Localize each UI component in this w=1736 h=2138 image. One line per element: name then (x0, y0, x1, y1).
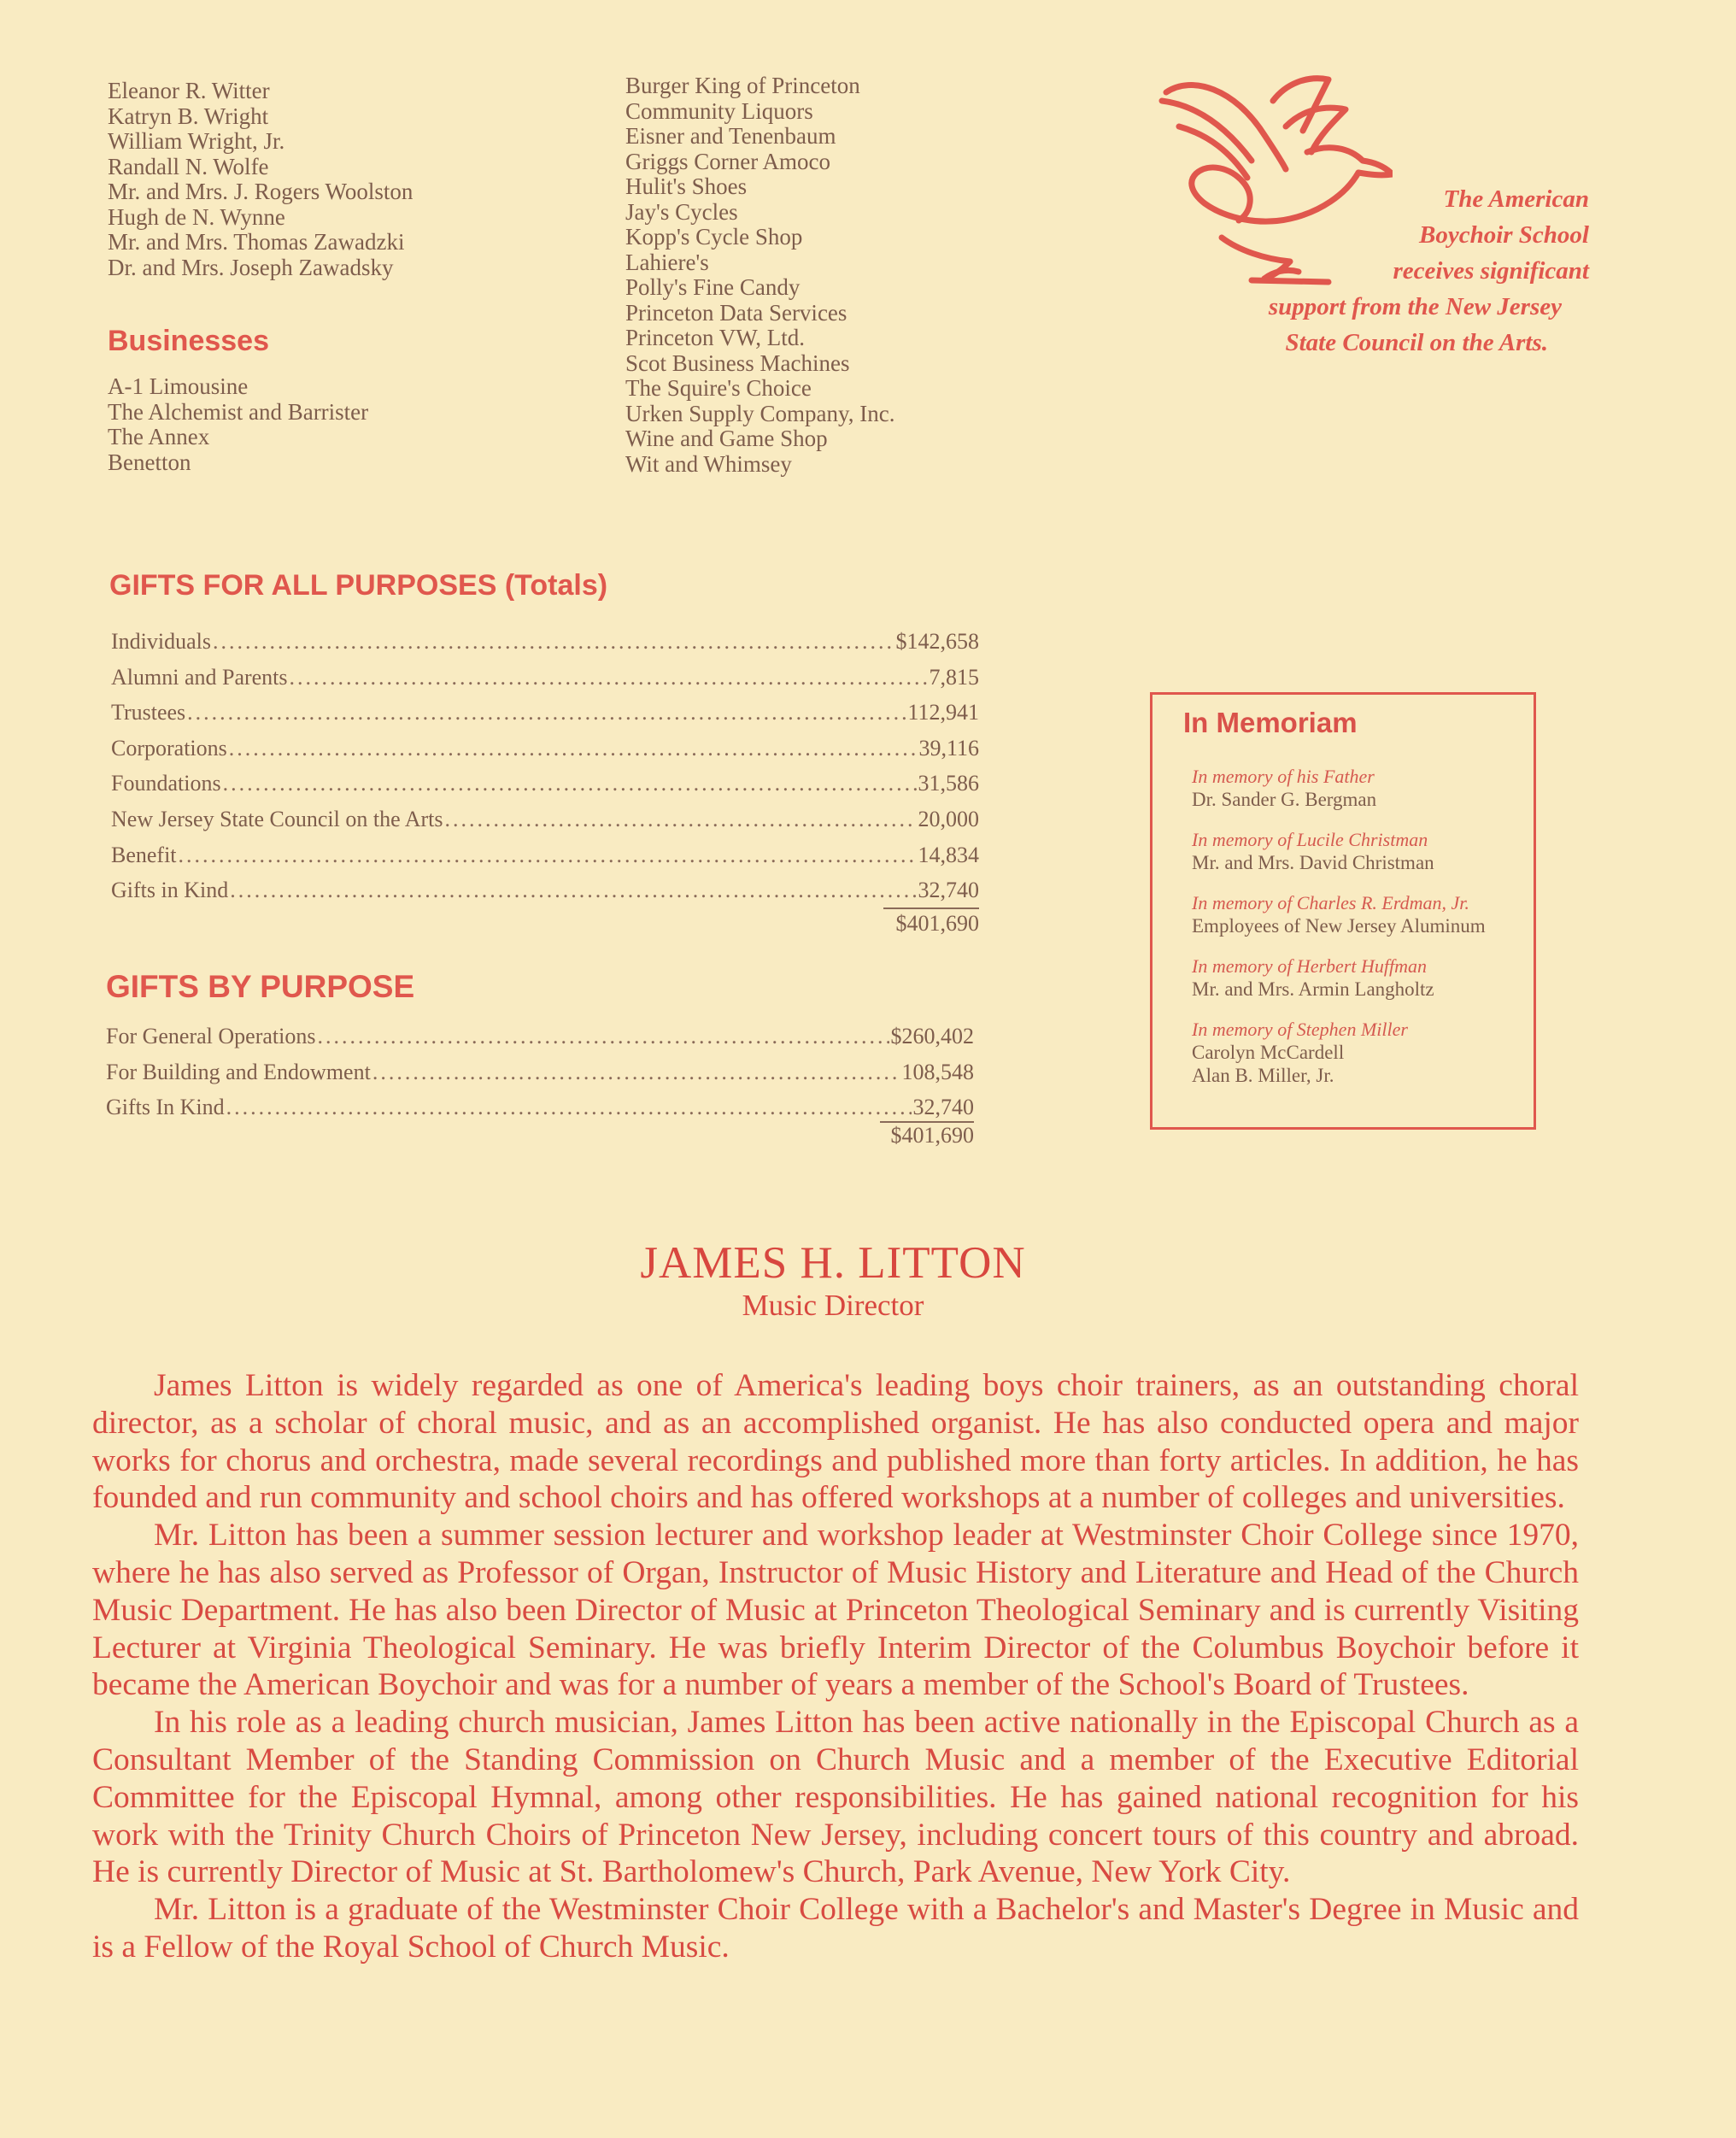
bio-role: Music Director (742, 1289, 924, 1322)
memoriam-donor: Mr. and Mrs. David Christman (1192, 852, 1434, 873)
list-item: Wine and Game Shop (625, 426, 828, 451)
list-item: William Wright, Jr. (108, 128, 285, 154)
memoriam-dedication: In memory of his Father (1192, 766, 1375, 787)
row-value: $260,402 (890, 1024, 974, 1048)
row-value: 108,548 (901, 1059, 974, 1084)
gifts-purpose-heading: GIFTS BY PURPOSE (106, 969, 415, 1004)
row-value: 31,586 (918, 771, 979, 796)
list-item: Urken Supply Company, Inc. (625, 400, 895, 426)
list-item: A-1 Limousine (108, 373, 249, 399)
table-row (111, 695, 979, 731)
memoriam-dedication: In memory of Charles R. Erdman, Jr. (1192, 892, 1469, 913)
row-label: Benefit (111, 842, 177, 867)
memoriam-box (1150, 692, 1536, 1130)
row-value: 112,941 (907, 700, 979, 725)
memoriam-dedication: In memory of Stephen Miller (1192, 1019, 1408, 1040)
row-label: Gifts In Kind (106, 1095, 225, 1120)
bio-paragraph: In his role as a leading church musician, James Litton has been active nationally in the Episcopal Church as a Consultant Member of the Standing Commission on Church Music and a member of the Executive Editorial Committee for the Episcopal Hymnal, among other responsibilities. He has gained national recognition for his work with the Trinity Church Choirs of Princeton New Jersey, including concert tours of this country and abroad. He is currently Director of Music at St. Bartholomew's Church, Park Avenue, New York City. (92, 1705, 1579, 1890)
table-row (111, 837, 979, 873)
bio-text (92, 1367, 1579, 1966)
support-line: support from the New Jersey (1268, 293, 1562, 320)
table-row (106, 1054, 974, 1090)
support-notice (1145, 181, 1589, 361)
list-item: Eisner and Tenenbaum (625, 123, 836, 149)
memoriam-item (1192, 954, 1534, 1001)
total-rule (883, 907, 979, 909)
row-value: 32,740 (912, 1095, 974, 1120)
list-item: Mr. and Mrs. J. Rogers Woolston (108, 179, 413, 204)
table-row (111, 624, 979, 660)
row-label: Gifts in Kind (111, 878, 229, 903)
memoriam-item (1192, 828, 1534, 874)
memoriam-item (1192, 891, 1534, 937)
table-row (111, 872, 979, 908)
support-line: Boychoir School (1419, 221, 1589, 249)
list-item: Hulit's Shoes (625, 173, 748, 199)
list-item: Community Liquors (625, 97, 813, 124)
list-item: Lahiere's (625, 249, 709, 275)
row-value: 14,834 (918, 842, 979, 867)
list-item: Mr. and Mrs. Thomas Zawadzki (108, 229, 405, 255)
gifts-all-heading: GIFTS FOR ALL PURPOSES (Totals) (109, 569, 608, 602)
individuals-list (108, 79, 413, 280)
table-row (106, 1019, 974, 1054)
table-row (111, 731, 979, 767)
list-item: Griggs Corner Amoco (625, 148, 830, 174)
list-item: Benetton (108, 449, 191, 475)
bio-paragraph: Mr. Litton has been a summer session lecturer and workshop leader at Westminster Choir College since 1970, where he has also served as Professor of Organ, Instructor of Music History and Literature and Head of the Church Music Department. He has also been Director of Music at Princeton Theological Seminary and is currently Visiting Lecturer at Virginia Theological Seminary. He was briefly Interim Director of the Columbus Boychoir before it became the American Boychoir and was for a number of years a member of the School's Board of Trustees. (92, 1518, 1579, 1703)
bio-name: JAMES H. LITTON (640, 1238, 1026, 1288)
row-label: Individuals (111, 629, 211, 654)
memoriam-dedication: In memory of Lucile Christman (1192, 829, 1428, 850)
list-item: Katryn B. Wright (108, 103, 269, 129)
row-label: Corporations (111, 735, 227, 761)
row-value: 20,000 (918, 806, 979, 831)
row-label: Trustees (111, 700, 186, 725)
memoriam-donor: Alan B. Miller, Jr. (1192, 1065, 1334, 1086)
support-line: State Council on the Arts. (1285, 329, 1548, 356)
memoriam-donor: Mr. and Mrs. Armin Langholtz (1192, 978, 1434, 1000)
row-label: New Jersey State Council on the Arts (111, 806, 443, 831)
list-item: The Annex (108, 424, 210, 449)
row-label: For Building and Endowment (106, 1059, 371, 1084)
row-label: Foundations (111, 771, 221, 796)
list-item: Polly's Fine Candy (625, 274, 801, 300)
support-line: The American (1443, 185, 1589, 213)
list-item: Randall N. Wolfe (108, 153, 269, 179)
row-value: 32,740 (918, 878, 979, 903)
businesses-list-col2 (625, 73, 894, 477)
row-value: 39,116 (918, 735, 979, 761)
list-item: Hugh de N. Wynne (108, 203, 285, 230)
memoriam-dedication: In memory of Herbert Huffman (1192, 955, 1427, 977)
row-value: $142,658 (895, 629, 979, 654)
support-line: receives significant (1393, 257, 1589, 285)
businesses-heading: Businesses (108, 325, 269, 357)
memoriam-heading: In Memoriam (1183, 707, 1358, 738)
list-item: Scot Business Machines (625, 349, 850, 376)
list-item: Kopp's Cycle Shop (625, 224, 803, 250)
row-label: For General Operations (106, 1024, 316, 1048)
list-item: The Alchemist and Barrister (108, 398, 369, 425)
memoriam-donor: Carolyn McCardell (1192, 1042, 1345, 1063)
list-item: Burger King of Princeton (625, 73, 860, 98)
table-row (106, 1090, 974, 1125)
row-label: Alumni and Parents (111, 664, 288, 690)
gifts-all-total: $401,690 (895, 911, 979, 936)
table-row (111, 802, 979, 837)
list-item: Eleanor R. Witter (108, 78, 270, 103)
list-item: The Squire's Choice (625, 375, 812, 401)
list-item: Princeton Data Services (625, 299, 847, 326)
gifts-all-table (111, 624, 979, 908)
memoriam-donor: Dr. Sander G. Bergman (1192, 789, 1377, 810)
memoriam-donor: Employees of New Jersey Aluminum (1192, 915, 1486, 937)
list-item: Jay's Cycles (625, 198, 738, 225)
bio-paragraph: James Litton is widely regarded as one of America's leading boys choir trainers, as an outstanding choral director, as a scholar of choral music, and as an accomplished organist. He has also conducted opera and major works for chorus and orchestra, made several recordings and published more than forty articles. In addition, he has founded and run community and school choirs and has offered workshops at a number of colleges and universities. (92, 1368, 1579, 1516)
businesses-list-col1 (108, 374, 368, 475)
list-item: Dr. and Mrs. Joseph Zawadsky (108, 254, 394, 280)
list-item: Princeton VW, Ltd. (625, 325, 805, 350)
gifts-purpose-total: $401,690 (890, 1123, 974, 1148)
gifts-purpose-table (106, 1019, 974, 1125)
bio-paragraph: Mr. Litton is a graduate of the Westminster Choir College with a Bachelor's and Master's Degree in Music and is a Fellow of the Royal School of Church Music. (92, 1892, 1579, 1965)
table-row (111, 766, 979, 802)
memoriam-item (1192, 1018, 1534, 1087)
memoriam-item (1192, 765, 1534, 811)
table-row (111, 660, 979, 696)
list-item: Wit and Whimsey (625, 450, 792, 477)
row-value: 7,815 (929, 664, 979, 690)
